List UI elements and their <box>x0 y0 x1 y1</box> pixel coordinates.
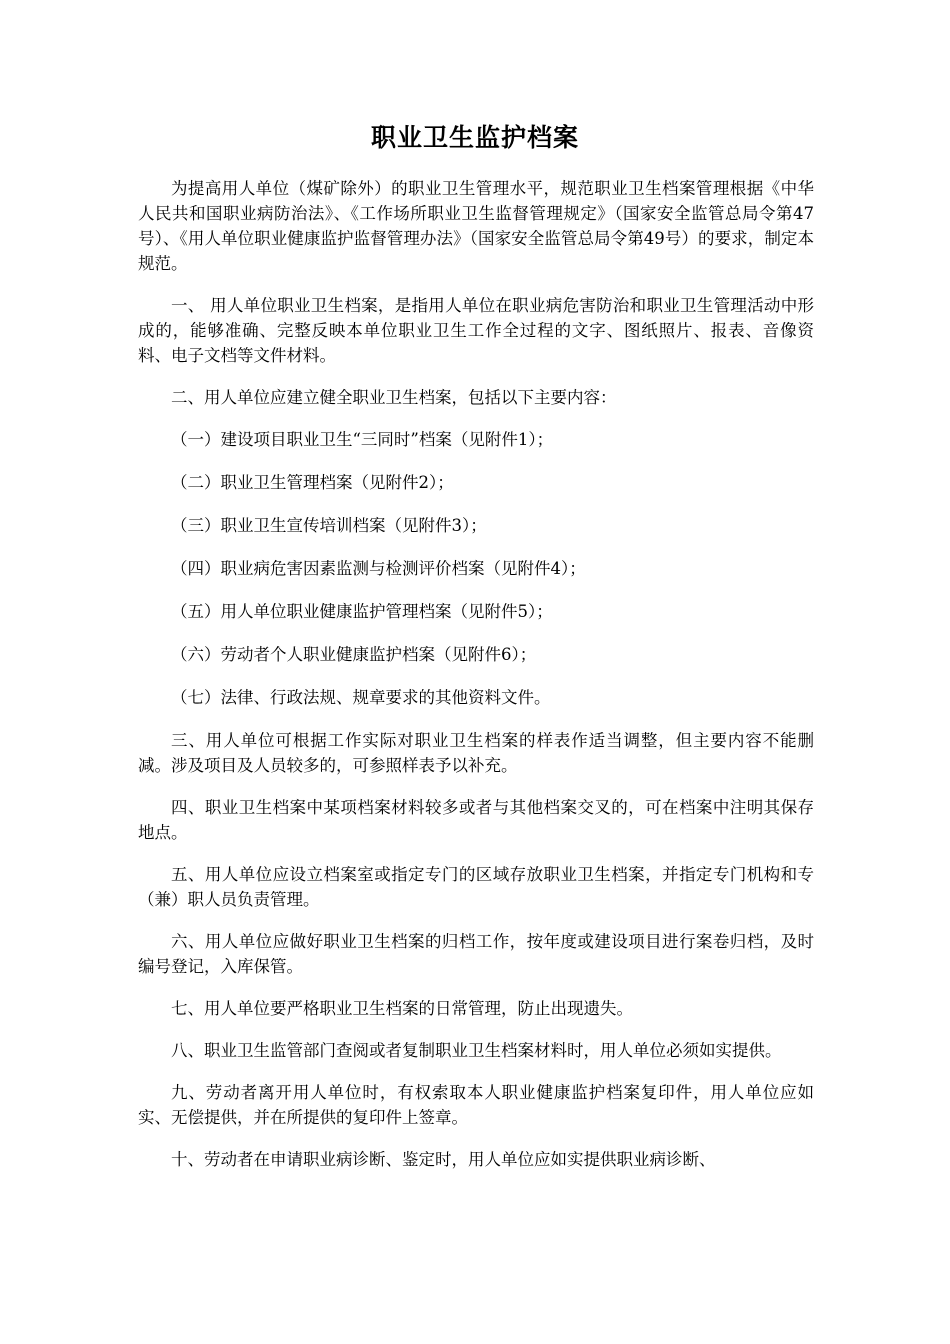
paragraph-7: 七、用人单位要严格职业卫生档案的日常管理，防止出现遗失。 <box>171 999 633 1018</box>
list-item-2: （二）职业卫生管理档案（见附件2）； <box>171 473 454 492</box>
list-item-7: （七）法律、行政法规、规章要求的其他资料文件。 <box>171 688 551 707</box>
paragraph-1: 一、 用人单位职业卫生档案，是指用人单位在职业病危害防治和职业卫生管理活动中形成的，能够准确、完整反映本单位职业卫生工作全过程的文字、图纸照片、报表、音像资料、电子文档等文件材料。 <box>138 296 814 365</box>
paragraph-4: 四、职业卫生档案中某项档案材料较多或者与其他档案交叉的，可在档案中注明其保存地点。 <box>138 798 814 842</box>
list-item-3: （三）职业卫生宣传培训档案（见附件3）； <box>171 516 487 535</box>
paragraph-10: 十、劳动者在申请职业病诊断、鉴定时，用人单位应如实提供职业病诊断、 <box>171 1150 716 1169</box>
paragraph-6: 六、用人单位应做好职业卫生档案的归档工作，按年度或建设项目进行案卷归档，及时编号登记，入库保管。 <box>138 932 814 976</box>
paragraph-8: 八、职业卫生监管部门查阅或者复制职业卫生档案材料时，用人单位必须如实提供。 <box>171 1041 782 1060</box>
list-item-1: （一）建设项目职业卫生“三同时”档案（见附件1）； <box>171 430 554 449</box>
paragraph-5: 五、用人单位应设立档案室或指定专门的区域存放职业卫生档案，并指定专门机构和专（兼）职人员负责管理。 <box>138 865 814 909</box>
list-item-4: （四）职业病危害因素监测与检测评价档案（见附件4）； <box>171 559 586 578</box>
document-body <box>138 176 814 1189</box>
paragraph-intro: 为提高用人单位（煤矿除外）的职业卫生管理水平，规范职业卫生档案管理根据《中华人民共和国职业病防治法》、《工作场所职业卫生监督管理规定》（国家安全监管总局令第47号）、《用人单位职业健康监护监督管理办法》（国家安全监管总局令第49号）的要求，制定本规范。 <box>138 179 814 273</box>
list-item-5: （五）用人单位职业健康监护管理档案（见附件5）； <box>171 602 553 621</box>
paragraph-2: 二、用人单位应建立健全职业卫生档案，包括以下主要内容： <box>171 388 617 407</box>
paragraph-9: 九、劳动者离开用人单位时，有权索取本人职业健康监护档案复印件，用人单位应如实、无偿提供，并在所提供的复印件上签章。 <box>138 1083 814 1127</box>
document-title: 职业卫生监护档案 <box>370 123 579 152</box>
paragraph-3: 三、用人单位可根据工作实际对职业卫生档案的样表作适当调整，但主要内容不能删减。涉及项目及人员较多的，可参照样表予以补充。 <box>138 731 814 775</box>
list-item-6: （六）劳动者个人职业健康监护档案（见附件6）； <box>171 645 537 664</box>
